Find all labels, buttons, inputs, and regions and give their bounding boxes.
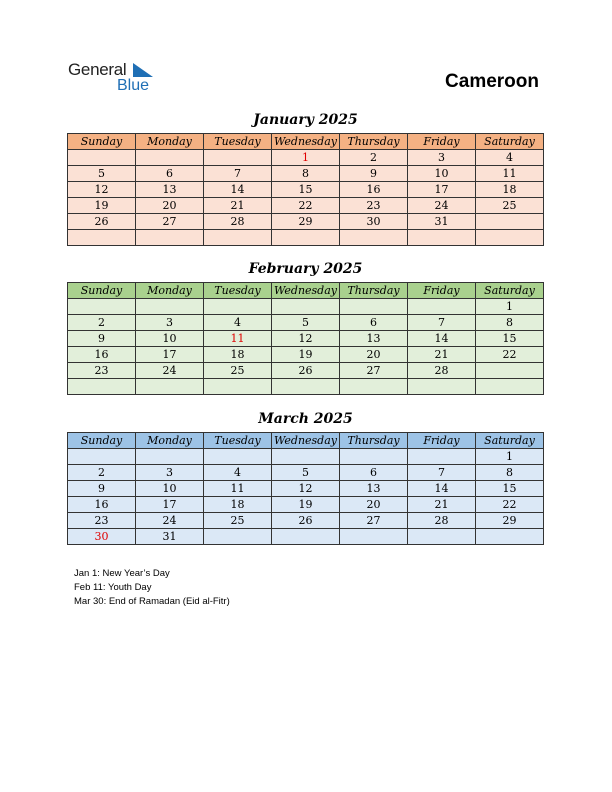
day-cell — [340, 379, 408, 395]
day-cell: 29 — [476, 513, 544, 529]
day-cell: 25 — [476, 198, 544, 214]
day-cell: 17 — [136, 497, 204, 513]
day-cell: 21 — [408, 347, 476, 363]
day-cell: 21 — [204, 198, 272, 214]
day-cell: 24 — [136, 363, 204, 379]
day-cell — [204, 529, 272, 545]
day-cell — [136, 379, 204, 395]
day-cell: 6 — [136, 166, 204, 182]
country-title: Cameroon — [445, 71, 539, 92]
holiday-day-cell: 30 — [68, 529, 136, 545]
week-row — [68, 315, 544, 331]
weekday-header: Friday — [408, 433, 476, 449]
day-cell — [408, 299, 476, 315]
weekday-header: Friday — [408, 283, 476, 299]
day-cell — [204, 299, 272, 315]
week-row — [68, 331, 544, 347]
day-cell: 30 — [340, 214, 408, 230]
weekday-header: Wednesday — [272, 433, 340, 449]
weekday-header: Monday — [136, 134, 204, 150]
day-cell: 5 — [272, 315, 340, 331]
month-title-february: February 2025 — [248, 261, 363, 277]
day-cell: 4 — [204, 315, 272, 331]
day-cell: 14 — [408, 481, 476, 497]
day-cell: 6 — [340, 315, 408, 331]
day-cell: 4 — [476, 150, 544, 166]
day-cell: 12 — [272, 481, 340, 497]
day-cell — [340, 299, 408, 315]
day-cell — [204, 449, 272, 465]
day-cell: 12 — [272, 331, 340, 347]
day-cell: 20 — [136, 198, 204, 214]
day-cell — [136, 449, 204, 465]
day-cell — [272, 449, 340, 465]
day-cell — [136, 150, 204, 166]
day-cell: 3 — [408, 150, 476, 166]
day-cell: 24 — [408, 198, 476, 214]
day-cell: 14 — [204, 182, 272, 198]
day-cell — [68, 299, 136, 315]
day-cell: 2 — [340, 150, 408, 166]
day-cell: 15 — [476, 481, 544, 497]
weekday-header: Thursday — [340, 134, 408, 150]
day-cell: 26 — [272, 363, 340, 379]
weekday-header-row — [68, 134, 544, 150]
day-cell — [204, 379, 272, 395]
day-cell — [68, 379, 136, 395]
day-cell: 16 — [340, 182, 408, 198]
weekday-header: Monday — [136, 283, 204, 299]
day-cell: 7 — [204, 166, 272, 182]
day-cell: 22 — [476, 497, 544, 513]
day-cell: 18 — [204, 497, 272, 513]
day-cell: 23 — [340, 198, 408, 214]
logo-text-general: General — [68, 60, 127, 79]
day-cell — [68, 449, 136, 465]
day-cell — [408, 449, 476, 465]
day-cell: 8 — [476, 315, 544, 331]
day-cell: 1 — [476, 449, 544, 465]
day-cell: 16 — [68, 347, 136, 363]
day-cell: 7 — [408, 315, 476, 331]
day-cell: 19 — [272, 497, 340, 513]
day-cell: 14 — [408, 331, 476, 347]
holiday-note: Jan 1: New Year’s Day — [74, 568, 170, 579]
week-row — [68, 230, 544, 246]
day-cell — [136, 299, 204, 315]
day-cell: 22 — [272, 198, 340, 214]
day-cell — [408, 529, 476, 545]
weekday-header: Tuesday — [204, 433, 272, 449]
day-cell: 27 — [136, 214, 204, 230]
week-row — [68, 513, 544, 529]
weekday-header: Wednesday — [272, 283, 340, 299]
logo-text-blue: Blue — [117, 77, 150, 94]
week-row — [68, 481, 544, 497]
logo-flag-icon — [133, 63, 153, 77]
day-cell: 8 — [476, 465, 544, 481]
day-cell — [408, 379, 476, 395]
day-cell: 10 — [136, 481, 204, 497]
day-cell: 2 — [68, 465, 136, 481]
day-cell: 23 — [68, 513, 136, 529]
day-cell — [340, 230, 408, 246]
day-cell: 25 — [204, 363, 272, 379]
day-cell: 28 — [408, 363, 476, 379]
week-row — [68, 529, 544, 545]
day-cell — [476, 230, 544, 246]
day-cell: 1 — [476, 299, 544, 315]
day-cell: 12 — [68, 182, 136, 198]
day-cell — [272, 379, 340, 395]
week-row — [68, 198, 544, 214]
day-cell: 15 — [272, 182, 340, 198]
day-cell: 18 — [204, 347, 272, 363]
day-cell: 20 — [340, 347, 408, 363]
day-cell: 2 — [68, 315, 136, 331]
day-cell: 26 — [272, 513, 340, 529]
day-cell: 4 — [204, 465, 272, 481]
day-cell: 20 — [340, 497, 408, 513]
week-row — [68, 150, 544, 166]
day-cell — [68, 230, 136, 246]
holiday-day-cell: 1 — [272, 150, 340, 166]
day-cell: 26 — [68, 214, 136, 230]
day-cell: 10 — [136, 331, 204, 347]
day-cell: 9 — [68, 331, 136, 347]
day-cell: 23 — [68, 363, 136, 379]
day-cell — [408, 230, 476, 246]
day-cell: 27 — [340, 363, 408, 379]
day-cell: 5 — [68, 166, 136, 182]
day-cell: 31 — [136, 529, 204, 545]
day-cell: 9 — [340, 166, 408, 182]
logo — [68, 60, 168, 96]
day-cell: 13 — [340, 481, 408, 497]
weekday-header: Thursday — [340, 433, 408, 449]
day-cell — [476, 214, 544, 230]
week-row — [68, 465, 544, 481]
week-row — [68, 182, 544, 198]
week-row — [68, 497, 544, 513]
holiday-notes — [74, 567, 230, 609]
day-cell: 11 — [476, 166, 544, 182]
day-cell: 7 — [408, 465, 476, 481]
week-row — [68, 214, 544, 230]
day-cell — [136, 230, 204, 246]
day-cell: 17 — [136, 347, 204, 363]
day-cell: 31 — [408, 214, 476, 230]
day-cell: 21 — [408, 497, 476, 513]
day-cell: 24 — [136, 513, 204, 529]
week-row — [68, 347, 544, 363]
day-cell — [272, 299, 340, 315]
day-cell — [340, 529, 408, 545]
day-cell: 6 — [340, 465, 408, 481]
weekday-header: Wednesday — [272, 134, 340, 150]
day-cell — [476, 529, 544, 545]
day-cell — [272, 529, 340, 545]
weekday-header-row — [68, 283, 544, 299]
day-cell: 18 — [476, 182, 544, 198]
day-cell — [68, 150, 136, 166]
week-row — [68, 363, 544, 379]
weekday-header: Saturday — [476, 283, 544, 299]
day-cell: 29 — [272, 214, 340, 230]
weekday-header: Saturday — [476, 433, 544, 449]
weekday-header: Sunday — [68, 134, 136, 150]
day-cell: 9 — [68, 481, 136, 497]
day-cell — [272, 230, 340, 246]
day-cell: 8 — [272, 166, 340, 182]
weekday-header-row — [68, 433, 544, 449]
weekday-header: Sunday — [68, 283, 136, 299]
day-cell: 27 — [340, 513, 408, 529]
weekday-header: Tuesday — [204, 283, 272, 299]
weekday-header: Friday — [408, 134, 476, 150]
day-cell: 28 — [408, 513, 476, 529]
weekday-header: Monday — [136, 433, 204, 449]
weekday-header: Thursday — [340, 283, 408, 299]
day-cell: 19 — [272, 347, 340, 363]
calendar-march — [67, 432, 544, 545]
day-cell — [340, 449, 408, 465]
month-title-march: March 2025 — [258, 411, 353, 427]
day-cell — [204, 230, 272, 246]
calendar-january — [67, 133, 544, 246]
weekday-header: Sunday — [68, 433, 136, 449]
week-row — [68, 299, 544, 315]
week-row — [68, 166, 544, 182]
week-row — [68, 379, 544, 395]
holiday-day-cell: 11 — [204, 331, 272, 347]
day-cell: 17 — [408, 182, 476, 198]
calendar-february — [67, 282, 544, 395]
day-cell: 25 — [204, 513, 272, 529]
day-cell: 16 — [68, 497, 136, 513]
day-cell: 19 — [68, 198, 136, 214]
day-cell: 15 — [476, 331, 544, 347]
day-cell: 3 — [136, 465, 204, 481]
day-cell: 13 — [136, 182, 204, 198]
week-row — [68, 449, 544, 465]
day-cell — [204, 150, 272, 166]
day-cell: 11 — [204, 481, 272, 497]
day-cell: 28 — [204, 214, 272, 230]
month-title-january: January 2025 — [253, 112, 358, 128]
day-cell — [476, 363, 544, 379]
holiday-note: Mar 30: End of Ramadan (Eid al-Fitr) — [74, 596, 230, 607]
day-cell — [476, 379, 544, 395]
weekday-header: Saturday — [476, 134, 544, 150]
day-cell: 10 — [408, 166, 476, 182]
day-cell: 3 — [136, 315, 204, 331]
day-cell: 13 — [340, 331, 408, 347]
weekday-header: Tuesday — [204, 134, 272, 150]
holiday-note: Feb 11: Youth Day — [74, 582, 152, 593]
day-cell: 5 — [272, 465, 340, 481]
day-cell: 22 — [476, 347, 544, 363]
